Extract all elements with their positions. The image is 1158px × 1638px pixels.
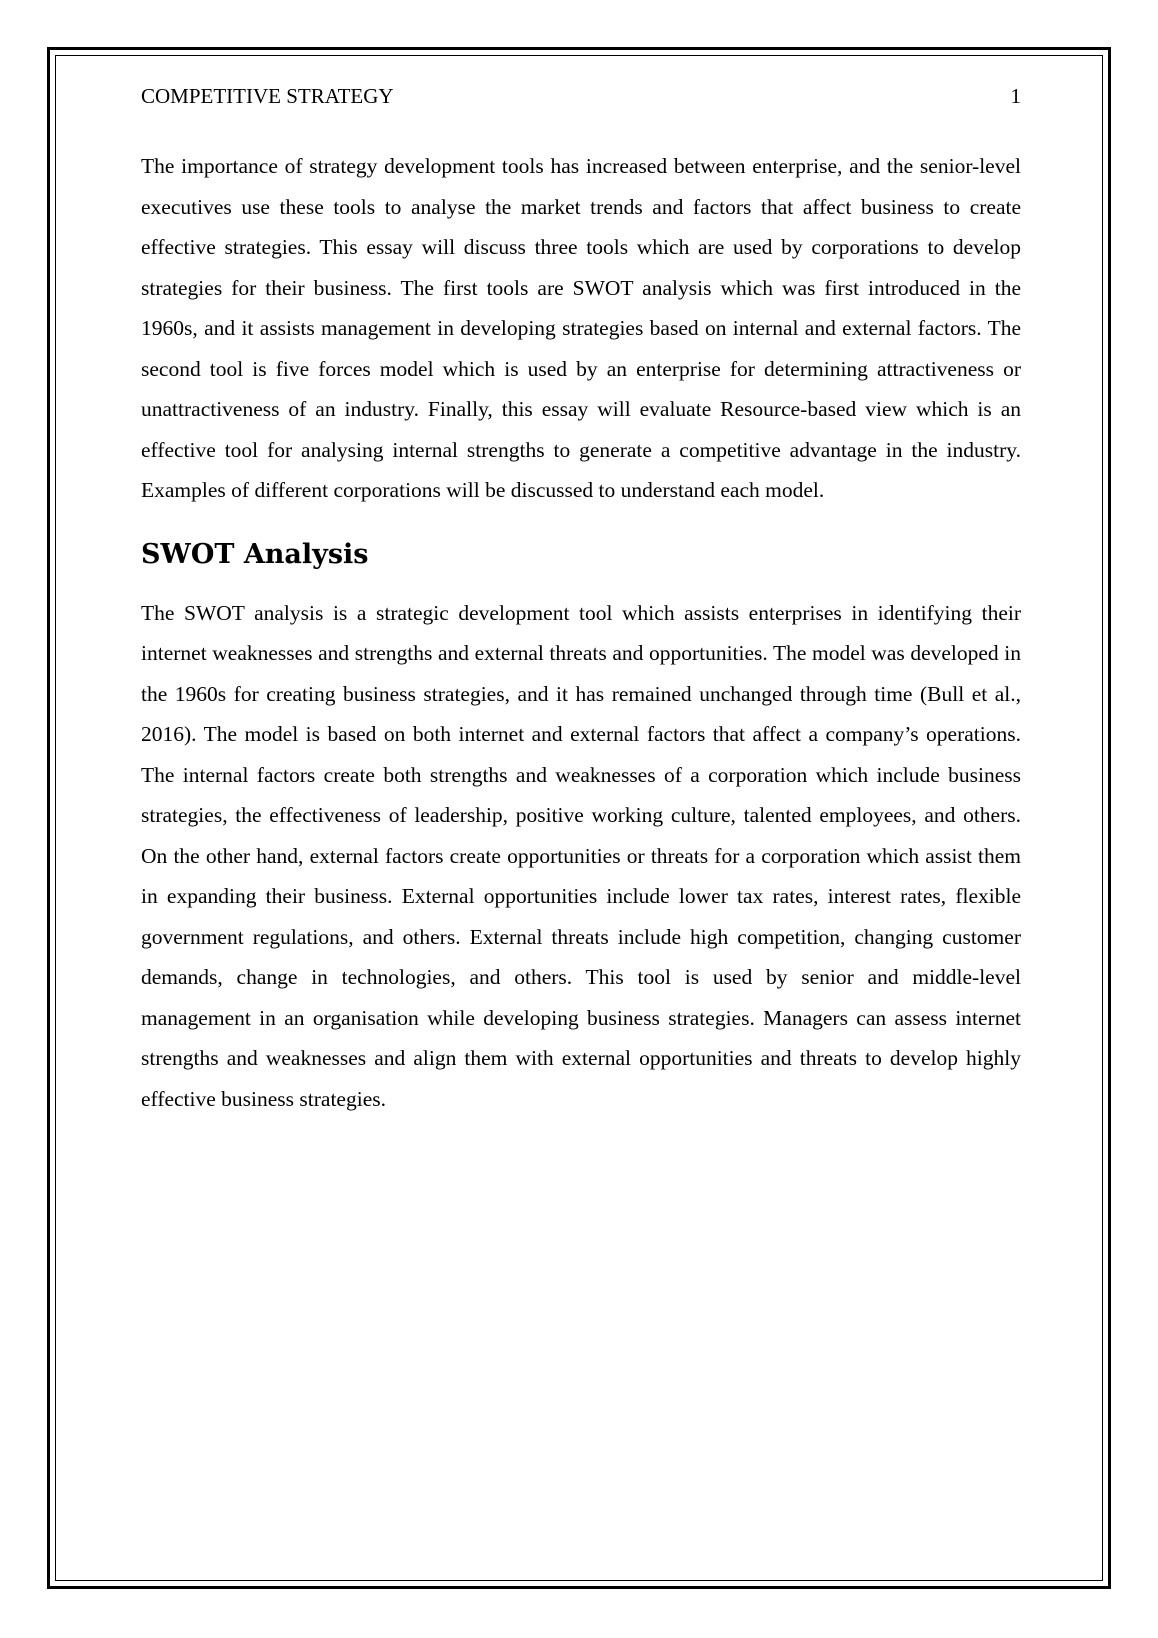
document-page — [141, 80, 1021, 1119]
intro-paragraph: The importance of strategy development tools has increased between enterprise, and the senior-level executives use these tools to analyse the market trends and factors that affect business to create effective strategies. This essay will discuss three tools which are used by corporations to develop strategies for their business. The first tools are SWOT analysis which was first introduced in the 1960s, and it assists management in developing strategies based on internal and external factors. The second tool is five forces model which is used by an enterprise for determining attractiveness or unattractiveness of an industry. Finally, this essay will evaluate Resource-based view which is an effective tool for analysing internal strengths to generate a competitive advantage in the industry. Examples of different corporations will be discussed to understand each model. — [141, 154, 1021, 502]
swot-paragraph: The SWOT analysis is a strategic development tool which assists enterprises in identifying their internet weaknesses and strengths and external threats and opportunities. The model was developed in the 1960s for creating business strategies, and it has remained unchanged through time (Bull et al., 2016). The model is based on both internet and external factors that affect a company’s operations. The internal factors create both strengths and weaknesses of a corporation which include business strategies, the effectiveness of leadership, positive working culture, talented employees, and others. On the other hand, external factors create opportunities or threats for a corporation which assist them in expanding their business. External opportunities include lower tax rates, interest rates, flexible government regulations, and others. External threats include high competition, changing customer demands, change in technologies, and others. This tool is used by senior and middle-level management in an organisation while developing business strategies. Managers can assess internet strengths and weaknesses and align them with external opportunities and threats to develop highly effective business strategies. — [141, 600, 1021, 1111]
running-head-title: COMPETITIVE STRATEGY — [141, 84, 394, 108]
page-number: 1 — [1010, 84, 1021, 108]
page-header — [141, 80, 1021, 112]
section-heading-swot: SWOT Analysis — [141, 538, 369, 570]
